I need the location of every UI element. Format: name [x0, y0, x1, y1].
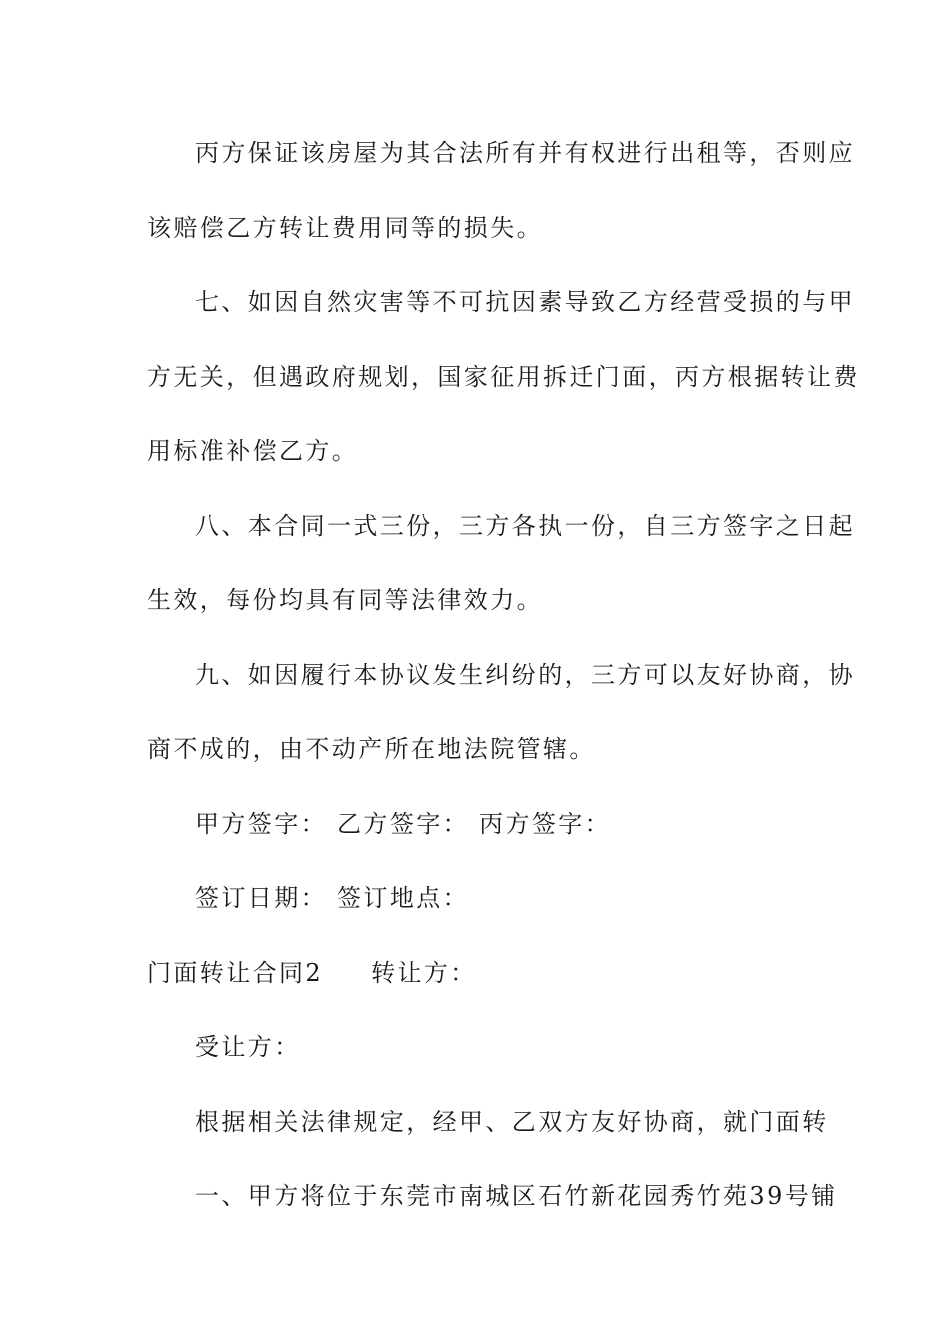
contract2-title: 门面转让合同2 — [147, 959, 324, 987]
paragraph-line: 丙方保证该房屋为其合法所有并有权进行出租等，否则应 — [195, 139, 855, 167]
party-a-signature-label: 甲方签字： — [195, 810, 327, 838]
transferor-label: 转让方： — [371, 959, 477, 987]
contract2-heading-row — [147, 958, 477, 988]
date-place-row — [195, 883, 469, 913]
clause-nine-line: 商不成的，由不动产所在地法院管辖。 — [147, 735, 596, 763]
clause-seven-line: 方无关，但遇政府规划，国家征用拆迁门面，丙方根据转让费 — [147, 363, 860, 391]
sign-date-label: 签订日期： — [195, 884, 327, 912]
clause-eight-line: 生效，每份均具有同等法律效力。 — [147, 586, 543, 614]
sign-place-label: 签订地点： — [337, 884, 470, 912]
signature-row — [195, 809, 611, 839]
paragraph-line: 该赔偿乙方转让费用同等的损失。 — [147, 214, 543, 242]
contract2-clause-one: 一、甲方将位于东莞市南城区石竹新花园秀竹苑39号铺 — [195, 1182, 838, 1210]
contract2-intro: 根据相关法律规定，经甲、乙双方友好协商，就门面转 — [195, 1108, 829, 1136]
party-b-signature-label: 乙方签字： — [337, 810, 470, 838]
clause-seven-line: 七、如因自然灾害等不可抗因素导致乙方经营受损的与甲 — [195, 288, 855, 316]
party-c-signature-label: 丙方签字： — [479, 810, 612, 838]
transferee-label: 受让方： — [195, 1033, 301, 1061]
clause-eight-line: 八、本合同一式三份，三方各执一份，自三方签字之日起 — [195, 512, 855, 540]
clause-nine-line: 九、如因履行本协议发生纠纷的，三方可以友好协商，协 — [195, 661, 855, 689]
clause-seven-line: 用标准补偿乙方。 — [147, 437, 359, 465]
